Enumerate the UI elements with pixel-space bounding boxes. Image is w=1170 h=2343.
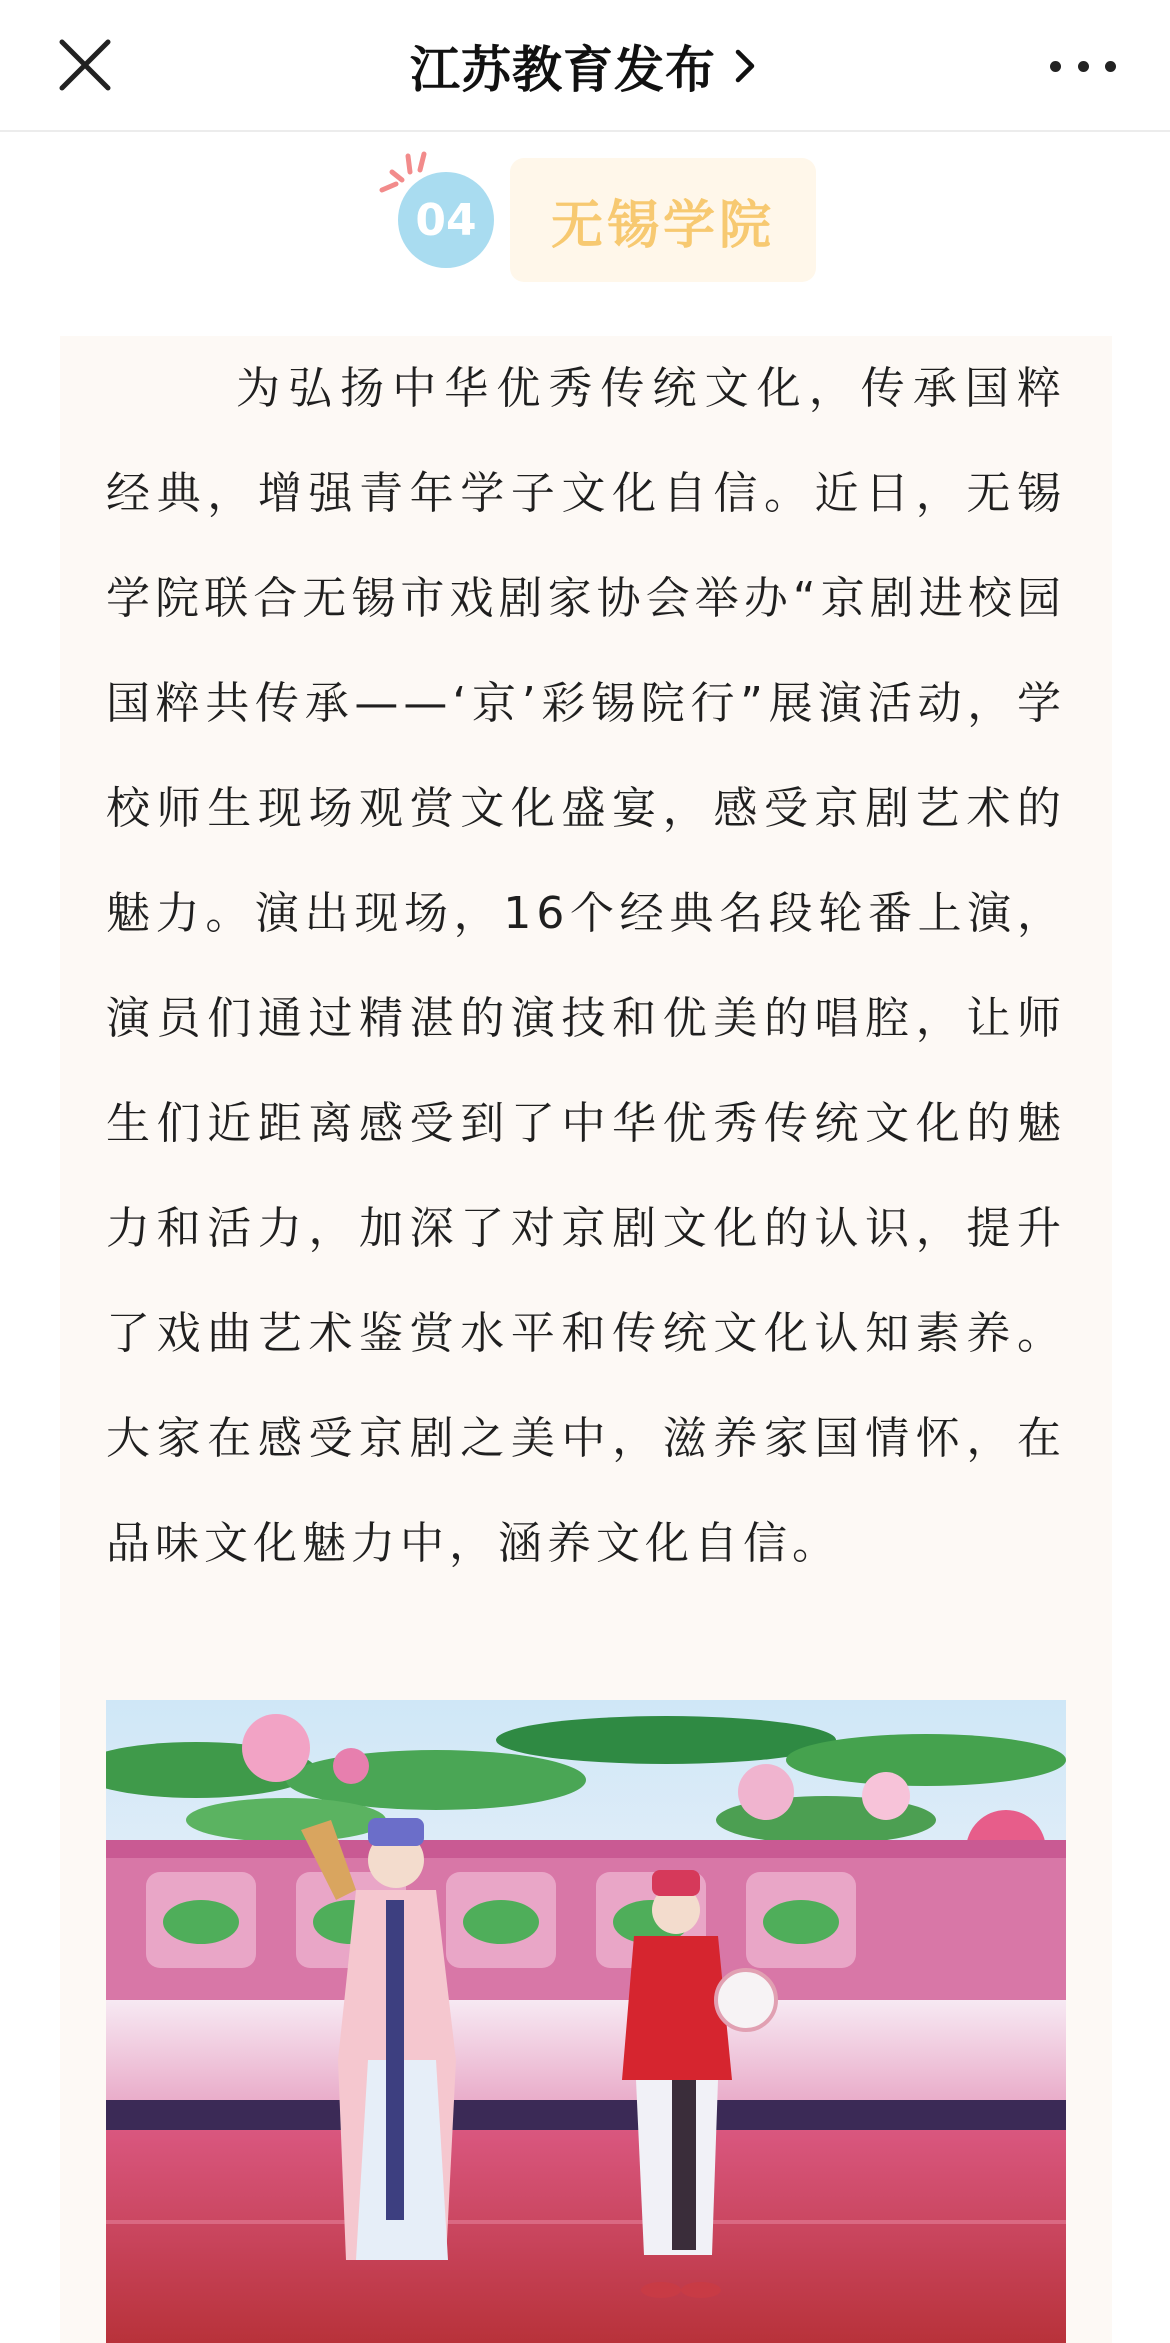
top-navigation-bar xyxy=(0,0,1170,132)
more-dots-icon[interactable] xyxy=(1050,44,1116,88)
section-number-badge: 04 xyxy=(398,172,494,268)
section-title: 无锡学院 xyxy=(510,158,816,282)
chevron-right-icon xyxy=(730,46,760,86)
article-card xyxy=(60,336,1112,2343)
page-title: 江苏教育发布 xyxy=(410,41,716,99)
article-paragraph: 为弘扬中华优秀传统文化，传承国粹经典，增强青年学子文化自信。近日，无锡学院联合无锡市戏剧家协会举办“京剧进校园 国粹共传承——‘京’彩锡院行”展演活动，学校师生现场观赏文化盛宴，感受京剧艺术的魅力。演出现场，16个经典名段轮番上演，演员们通过精湛的演技和优美的唱腔，让师生们近距离感受到了中华优秀传统文化的魅力和活力，加深了对京剧文化的认识，提升了戏曲艺术鉴赏水平和传统文化认知素养。大家在感受京剧之美中，滋养家国情怀，在品味文化魅力中，涵养文化自信。 xyxy=(106,363,1066,1569)
performance-photo xyxy=(106,1700,1066,2343)
account-title-link[interactable] xyxy=(410,30,760,102)
